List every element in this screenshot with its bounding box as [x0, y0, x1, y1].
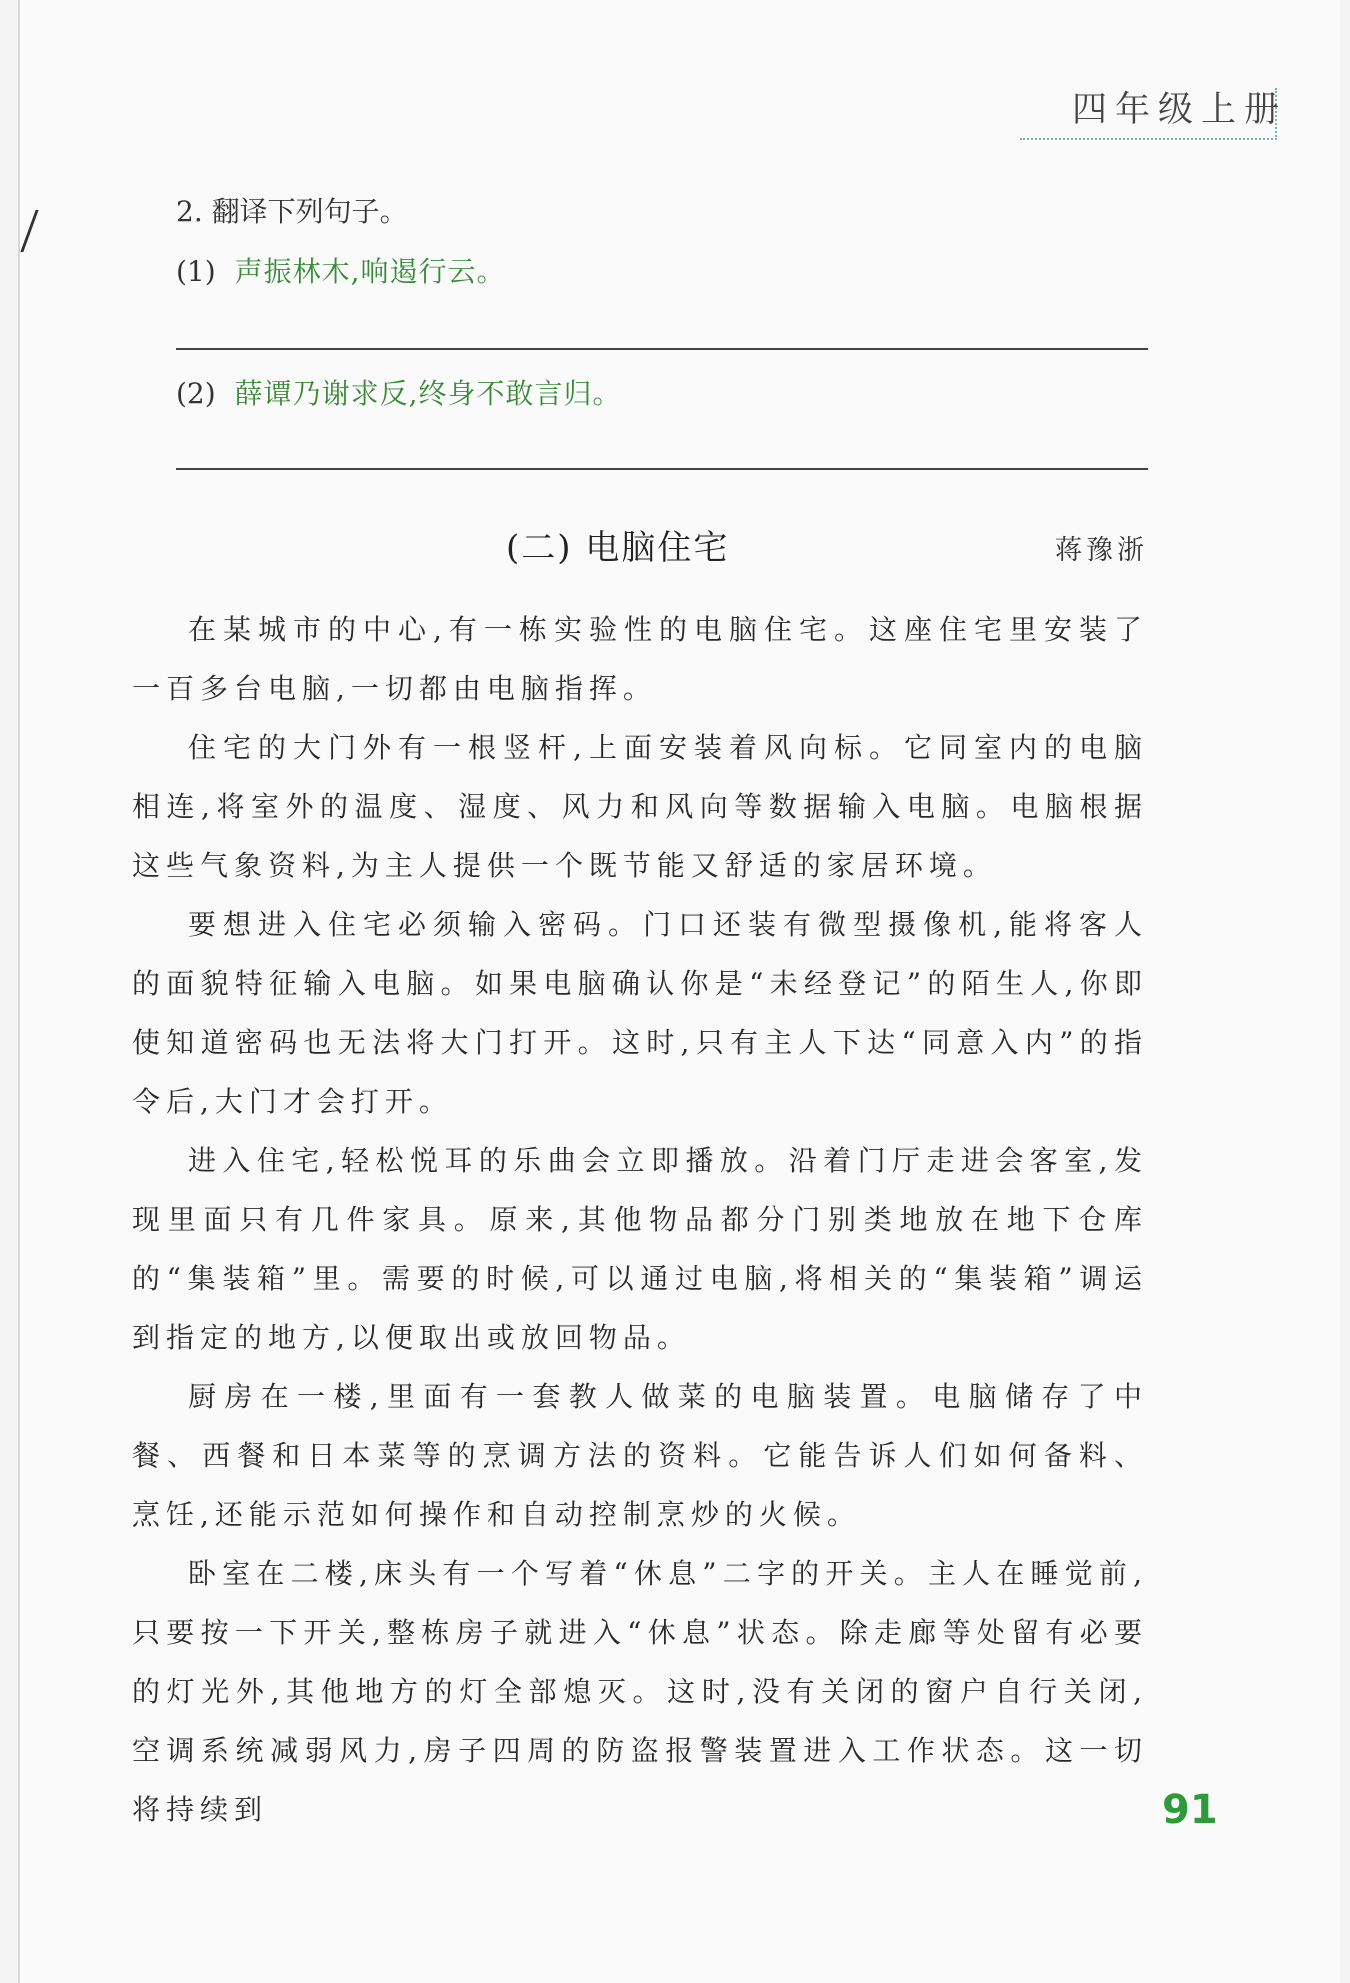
answer-line-1[interactable]: [176, 348, 1148, 350]
sentence-text: 声振林木,响遏行云。: [234, 255, 506, 288]
paragraph: 厨房在一楼,里面有一套教人做菜的电脑装置。电脑储存了中餐、西餐和日本菜等的烹调方法的资料。它能告诉人们如何备料、烹饪,还能示范如何操作和自动控制烹炒的火候。: [132, 1380, 1148, 1531]
article-author: 蒋豫浙: [1055, 535, 1148, 566]
paragraph: 住宅的大门外有一根竖杆,上面安装着风向标。它同室内的电脑相连,将室外的温度、湿度、风力和风向等数据输入电脑。电脑根据这些气象资料,为主人提供一个既节能又舒适的家居环境。: [132, 731, 1148, 882]
grade-label: 四年级上册: [1072, 90, 1288, 130]
sentence-text: 薛谭乃谢求反,终身不敢言归。: [234, 377, 622, 410]
page-number: 91: [1162, 1787, 1218, 1833]
textbook-page: [18, 0, 1340, 1983]
sentence-number: (2): [176, 377, 216, 410]
binding-edge-mark: [20, 210, 58, 252]
article-header: [176, 520, 1148, 570]
answer-line-2[interactable]: [176, 468, 1148, 470]
sentence-item-1: [176, 250, 505, 290]
question-prompt: 2. 翻译下列句子。: [176, 195, 408, 228]
paragraph: 进入住宅,轻松悦耳的乐曲会立即播放。沿着门厅走进会客室,发现里面只有几件家具。原来,其他物品都分门别类地放在地下仓库的“集装箱”里。需要的时候,可以通过电脑,将相关的“集装箱”调运到指定的地方,以便取出或放回物品。: [132, 1144, 1148, 1354]
sentence-item-2: [176, 372, 621, 412]
article-title: (二) 电脑住宅: [506, 528, 730, 568]
sentence-number: (1): [176, 255, 216, 288]
paragraph: 要想进入住宅必须输入密码。门口还装有微型摄像机,能将客人的面貌特征输入电脑。如果电脑确认你是“未经登记”的陌生人,你即使知道密码也无法将大门打开。这时,只有主人下达“同意入内”的指令后,大门才会打开。: [132, 908, 1148, 1118]
paragraph: 在某城市的中心,有一栋实验性的电脑住宅。这座住宅里安装了一百多台电脑,一切都由电脑指挥。: [132, 613, 1148, 705]
paragraph: 卧室在二楼,床头有一个写着“休息”二字的开关。主人在睡觉前,只要按一下开关,整栋房子就进入“休息”状态。除走廊等处留有必要的灯光外,其他地方的灯全部熄灭。这时,没有关闭的窗户自行关闭,空调系统减弱风力,房子四周的防盗报警装置进入工作状态。这一切将持续到: [132, 1557, 1148, 1826]
article-body: [132, 600, 1148, 1839]
